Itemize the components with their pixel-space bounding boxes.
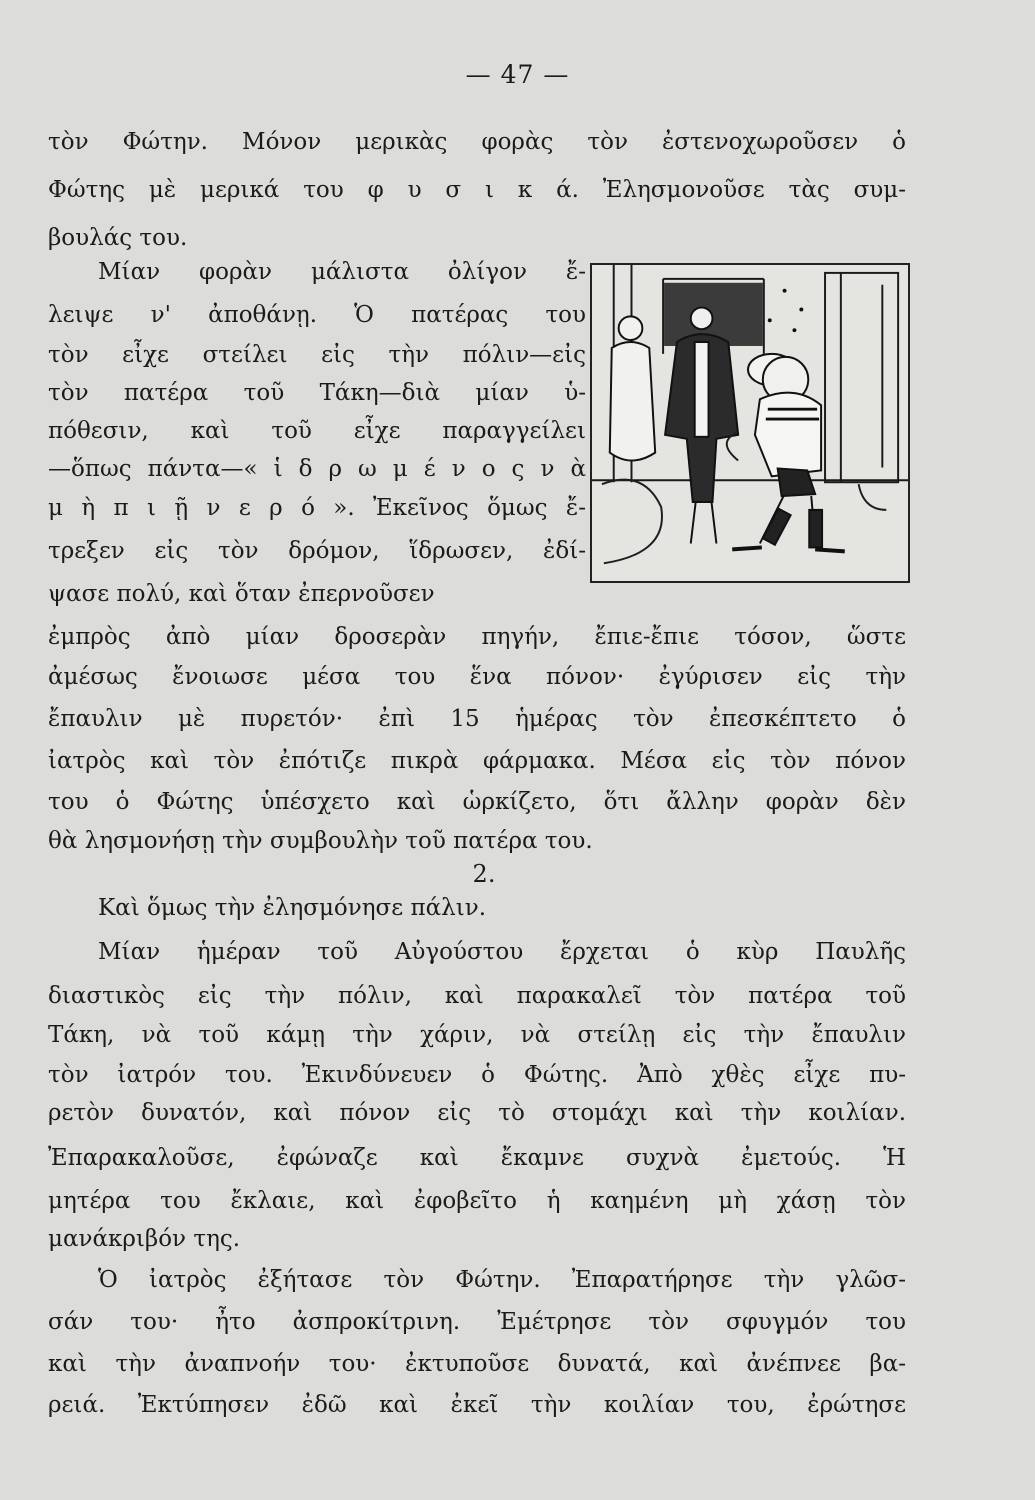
text-line-26: μητέρα του ἔκλαιε, καὶ ἐφοβεῖτο ἡ καημένη μὴ χάσῃ τὸν [48, 1188, 906, 1214]
text-line-22: Τάκη, νὰ τοῦ κάμῃ τὴν χάριν, νὰ στείλῃ εἰς τὴν ἔπαυλιν [48, 1022, 906, 1048]
text-line-17: του ὁ Φώτης ὑπέσχετο καὶ ὡρκίζετο, ὅτι ἄλλην φορὰν δὲν [48, 789, 906, 815]
interior-scene-image [592, 265, 908, 581]
text-line-12: ψασε πολύ, καὶ ὅταν ἐπερνοῦσεν [48, 581, 435, 607]
text-line-5: λειψε ν' ἀποθάνῃ. Ὁ πατέρας του [48, 302, 586, 328]
text-line-8: πόθεσιν, καὶ τοῦ εἶχε παραγγείλει [48, 418, 586, 444]
text-line-15: ἔπαυλιν μὲ πυρετόν· ἐπὶ 15 ἡμέρας τὸν ἐπεσκέπτετο ὁ [48, 706, 906, 732]
engraving-illustration [590, 263, 910, 583]
page-number: — 47 — [465, 60, 570, 89]
text-line-10: μ ὴ π ι ῇ ν ε ρ ό ». Ἐκεῖνος ὅμως ἔ- [48, 495, 586, 521]
text-line-9: —ὅπως πάντα—« ἱ δ ρ ω μ έ ν ο ς ν ὰ [48, 456, 586, 482]
text-line-14: ἀμέσως ἔνοιωσε μέσα του ἕνα πόνον· ἐγύρισεν εἰς τὴν [48, 664, 906, 690]
text-line-21: διαστικὸς εἰς τὴν πόλιν, καὶ παρακαλεῖ τὸν πατέρα τοῦ [48, 983, 906, 1009]
text-line-31: ρειά. Ἐκτύπησεν ἐδῶ καὶ ἐκεῖ τὴν κοιλίαν του, ἐρώτησε [48, 1392, 906, 1418]
text-line-23: τὸν ἰατρόν του. Ἐκινδύνευεν ὁ Φώτης. Ἀπὸ χθὲς εἶχε πυ- [48, 1062, 906, 1088]
text-line-16: ἰατρὸς καὶ τὸν ἐπότιζε πικρὰ φάρμακα. Μέσα εἰς τὸν πόνον [48, 748, 906, 774]
text-line-7: τὸν πατέρα τοῦ Τάκη—διὰ μίαν ὑ- [48, 380, 586, 406]
section-number: 2. [472, 860, 496, 888]
text-line-19: Καὶ ὅμως τὴν ἐλησμόνησε πάλιν. [98, 895, 487, 921]
text-line-28: Ὁ ἰατρὸς ἐξήτασε τὸν Φώτην. Ἐπαρατήρησε τὴν γλῶσ- [98, 1267, 906, 1293]
text-line-27: μανάκριβόν της. [48, 1226, 241, 1252]
text-line-24: ρετὸν δυνατόν, καὶ πόνον εἰς τὸ στομάχι καὶ τὴν κοιλίαν. [48, 1100, 906, 1126]
text-line-4: Μίαν φορὰν μάλιστα ὀλίγον ἔ- [98, 259, 586, 285]
text-line-1: τὸν Φώτην. Μόνον μερικὰς φορὰς τὸν ἐστενοχωροῦσεν ὁ [48, 129, 906, 155]
text-line-29: σάν του· ἦτο ἀσπροκίτρινη. Ἐμέτρησε τὸν σφυγμόν του [48, 1309, 906, 1335]
text-line-2: Φώτης μὲ μερικά του φ υ σ ι κ ά. Ἐλησμονοῦσε τὰς συμ- [48, 177, 906, 203]
text-line-11: τρεξεν εἰς τὸν δρόμον, ἵδρωσεν, ἐδί- [48, 538, 586, 564]
text-line-6: τὸν εἶχε στείλει εἰς τὴν πόλιν—εἰς [48, 342, 586, 368]
text-line-30: καὶ τὴν ἀναπνοήν του· ἐκτυποῦσε δυνατά, καὶ ἀνέπνεε βα- [48, 1351, 906, 1377]
text-line-25: Ἐπαρακαλοῦσε, ἐφώναζε καὶ ἔκαμνε συχνὰ ἐμετούς. Ἡ [48, 1145, 906, 1171]
text-line-20: Μίαν ἡμέραν τοῦ Αὐγούστου ἔρχεται ὁ κὺρ Παυλῆς [98, 939, 906, 965]
text-line-13: ἐμπρὸς ἀπὸ μίαν δροσερὰν πηγήν, ἔπιε-ἔπιε τόσον, ὥστε [48, 624, 906, 650]
text-line-18: θὰ λησμονήσῃ τὴν συμβουλὴν τοῦ πατέρα του. [48, 828, 593, 854]
text-line-3: βουλάς του. [48, 225, 188, 251]
